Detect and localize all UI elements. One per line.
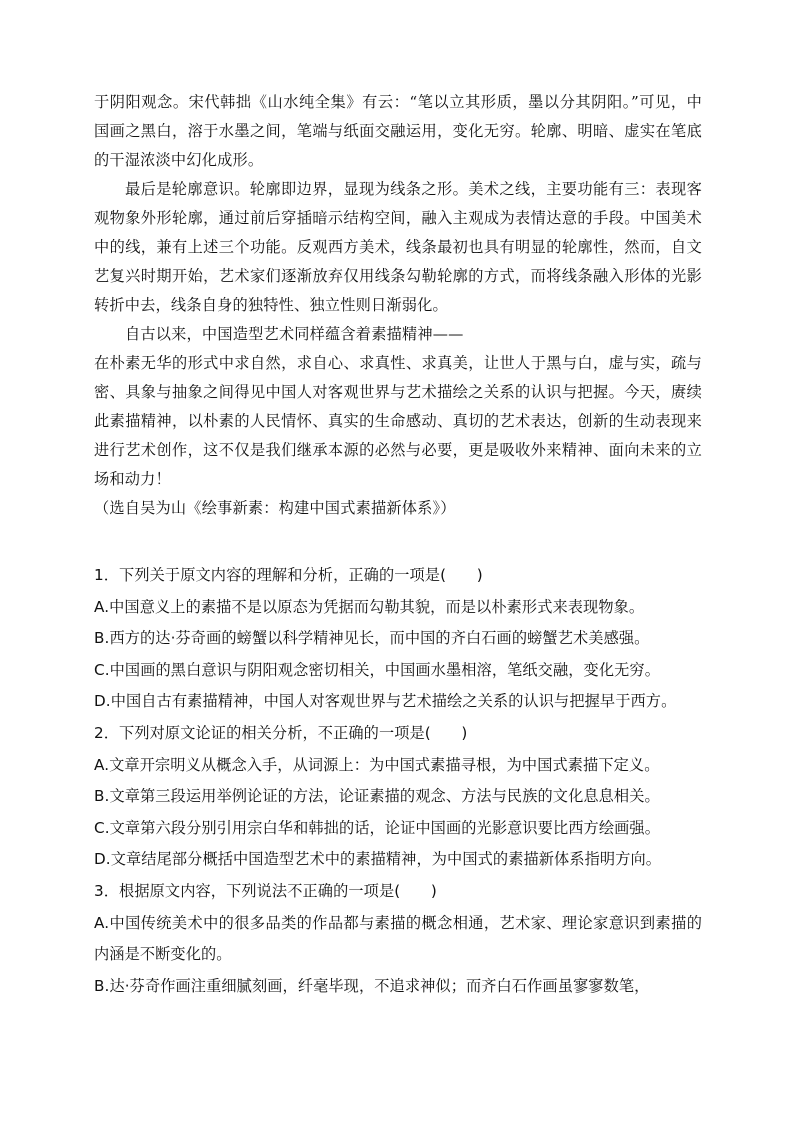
passage-source: （选自吴为山《绘事新素：构建中国式素描新体系》） — [94, 499, 456, 517]
passage-paragraph-1: 于阴阳观念。宋代韩拙《山水纯全集》有云：“笔以立其形质，墨以分其阴阳。”可见，中国画之黑白，溶于水墨之间，笔端与纸面交融运用，变化无穷。轮廓、明暗、虚实在笔底的干湿浓淡中幻化成形。 — [94, 93, 702, 169]
option-b: B.文章第三段运用举例论证的方法，论证素描的观念、方法与民族的文化息息相关。 — [94, 787, 660, 806]
option-b: B.西方的达·芬奇画的螃蟹以科学精神见长，而中国的齐白石画的螃蟹艺术美感强。 — [94, 629, 650, 648]
question-2 — [94, 718, 702, 876]
passage-paragraph-3-lead: 自古以来，中国造型艺术同样蕴含着素描精神—— — [125, 325, 464, 343]
question-stem: 3．根据原文内容，下列说法不正确的一项是( ) — [94, 881, 437, 900]
passage-paragraph-3-body: 在朴素无华的形式中求自然，求自心、求真性、求真美，让世人于黑与白，虚与实，疏与密、具象与抽象之间得见中国人对客观世界与艺术描绘之关系的认识与把握。今天，赓续此素描精神，以朴素的人民情怀、真实的生命感动、真切的艺术表达，创新的生动表现来进行艺术创作，这不仅是我们继承本源的必然与必要，更是吸收外来精神、面向未来的立场和动力！ — [94, 354, 702, 488]
option-a: A.文章开宗明义从概念入手，从词源上：为中国式素描寻根，为中国式素描下定义。 — [94, 755, 660, 774]
passage-paragraph-2: 最后是轮廓意识。轮廓即边界，显现为线条之形。美术之线，主要功能有三：表现客观物象外形轮廓，通过前后穿插暗示结构空间，融入主观成为表情达意的手段。中国美术中的线，兼有上述三个功能。反观西方美术，线条最初也具有明显的轮廓性，然而，自文艺复兴时期开始，艺术家们逐渐放弃仅用线条勾勒轮廓的方式，而将线条融入形体的光影转折中去，线条自身的独特性、独立性则日渐弱化。 — [94, 180, 702, 314]
question-1 — [94, 560, 702, 718]
question-section — [94, 560, 702, 1002]
question-stem: 1．下列关于原文内容的理解和分析，正确的一项是( ) — [94, 566, 483, 584]
option-d: D.文章结尾部分概括中国造型艺术中的素描精神，为中国式的素描新体系指明方向。 — [94, 850, 662, 869]
option-a: A.中国意义上的素描不是以原态为凭据而勾勒其貌，而是以朴素形式来表现物象。 — [94, 597, 645, 616]
option-c: C.文章第六段分别引用宗白华和韩拙的话，论证中国画的光影意识要比西方绘画强。 — [94, 818, 660, 837]
option-b: B.达·芬奇作画注重细腻刻画，纤毫毕现，不追求神似；而齐白石作画虽寥寥数笔， — [94, 976, 650, 995]
question-3 — [94, 876, 702, 1002]
reading-passage — [94, 88, 702, 523]
option-d: D.中国自古有素描精神，中国人对客观世界与艺术描绘之关系的认识与把握早于西方。 — [94, 692, 677, 711]
option-a: A.中国传统美术中的很多品类的作品都与素描的概念相通，艺术家、理论家意识到素描的内涵是不断变化的。 — [94, 913, 702, 964]
question-stem: 2．下列对原文论证的相关分析，不正确的一项是( ) — [94, 723, 468, 742]
option-c: C.中国画的黑白意识与阴阳观念密切相关，中国画水墨相溶，笔纸交融，变化无穷。 — [94, 660, 660, 679]
